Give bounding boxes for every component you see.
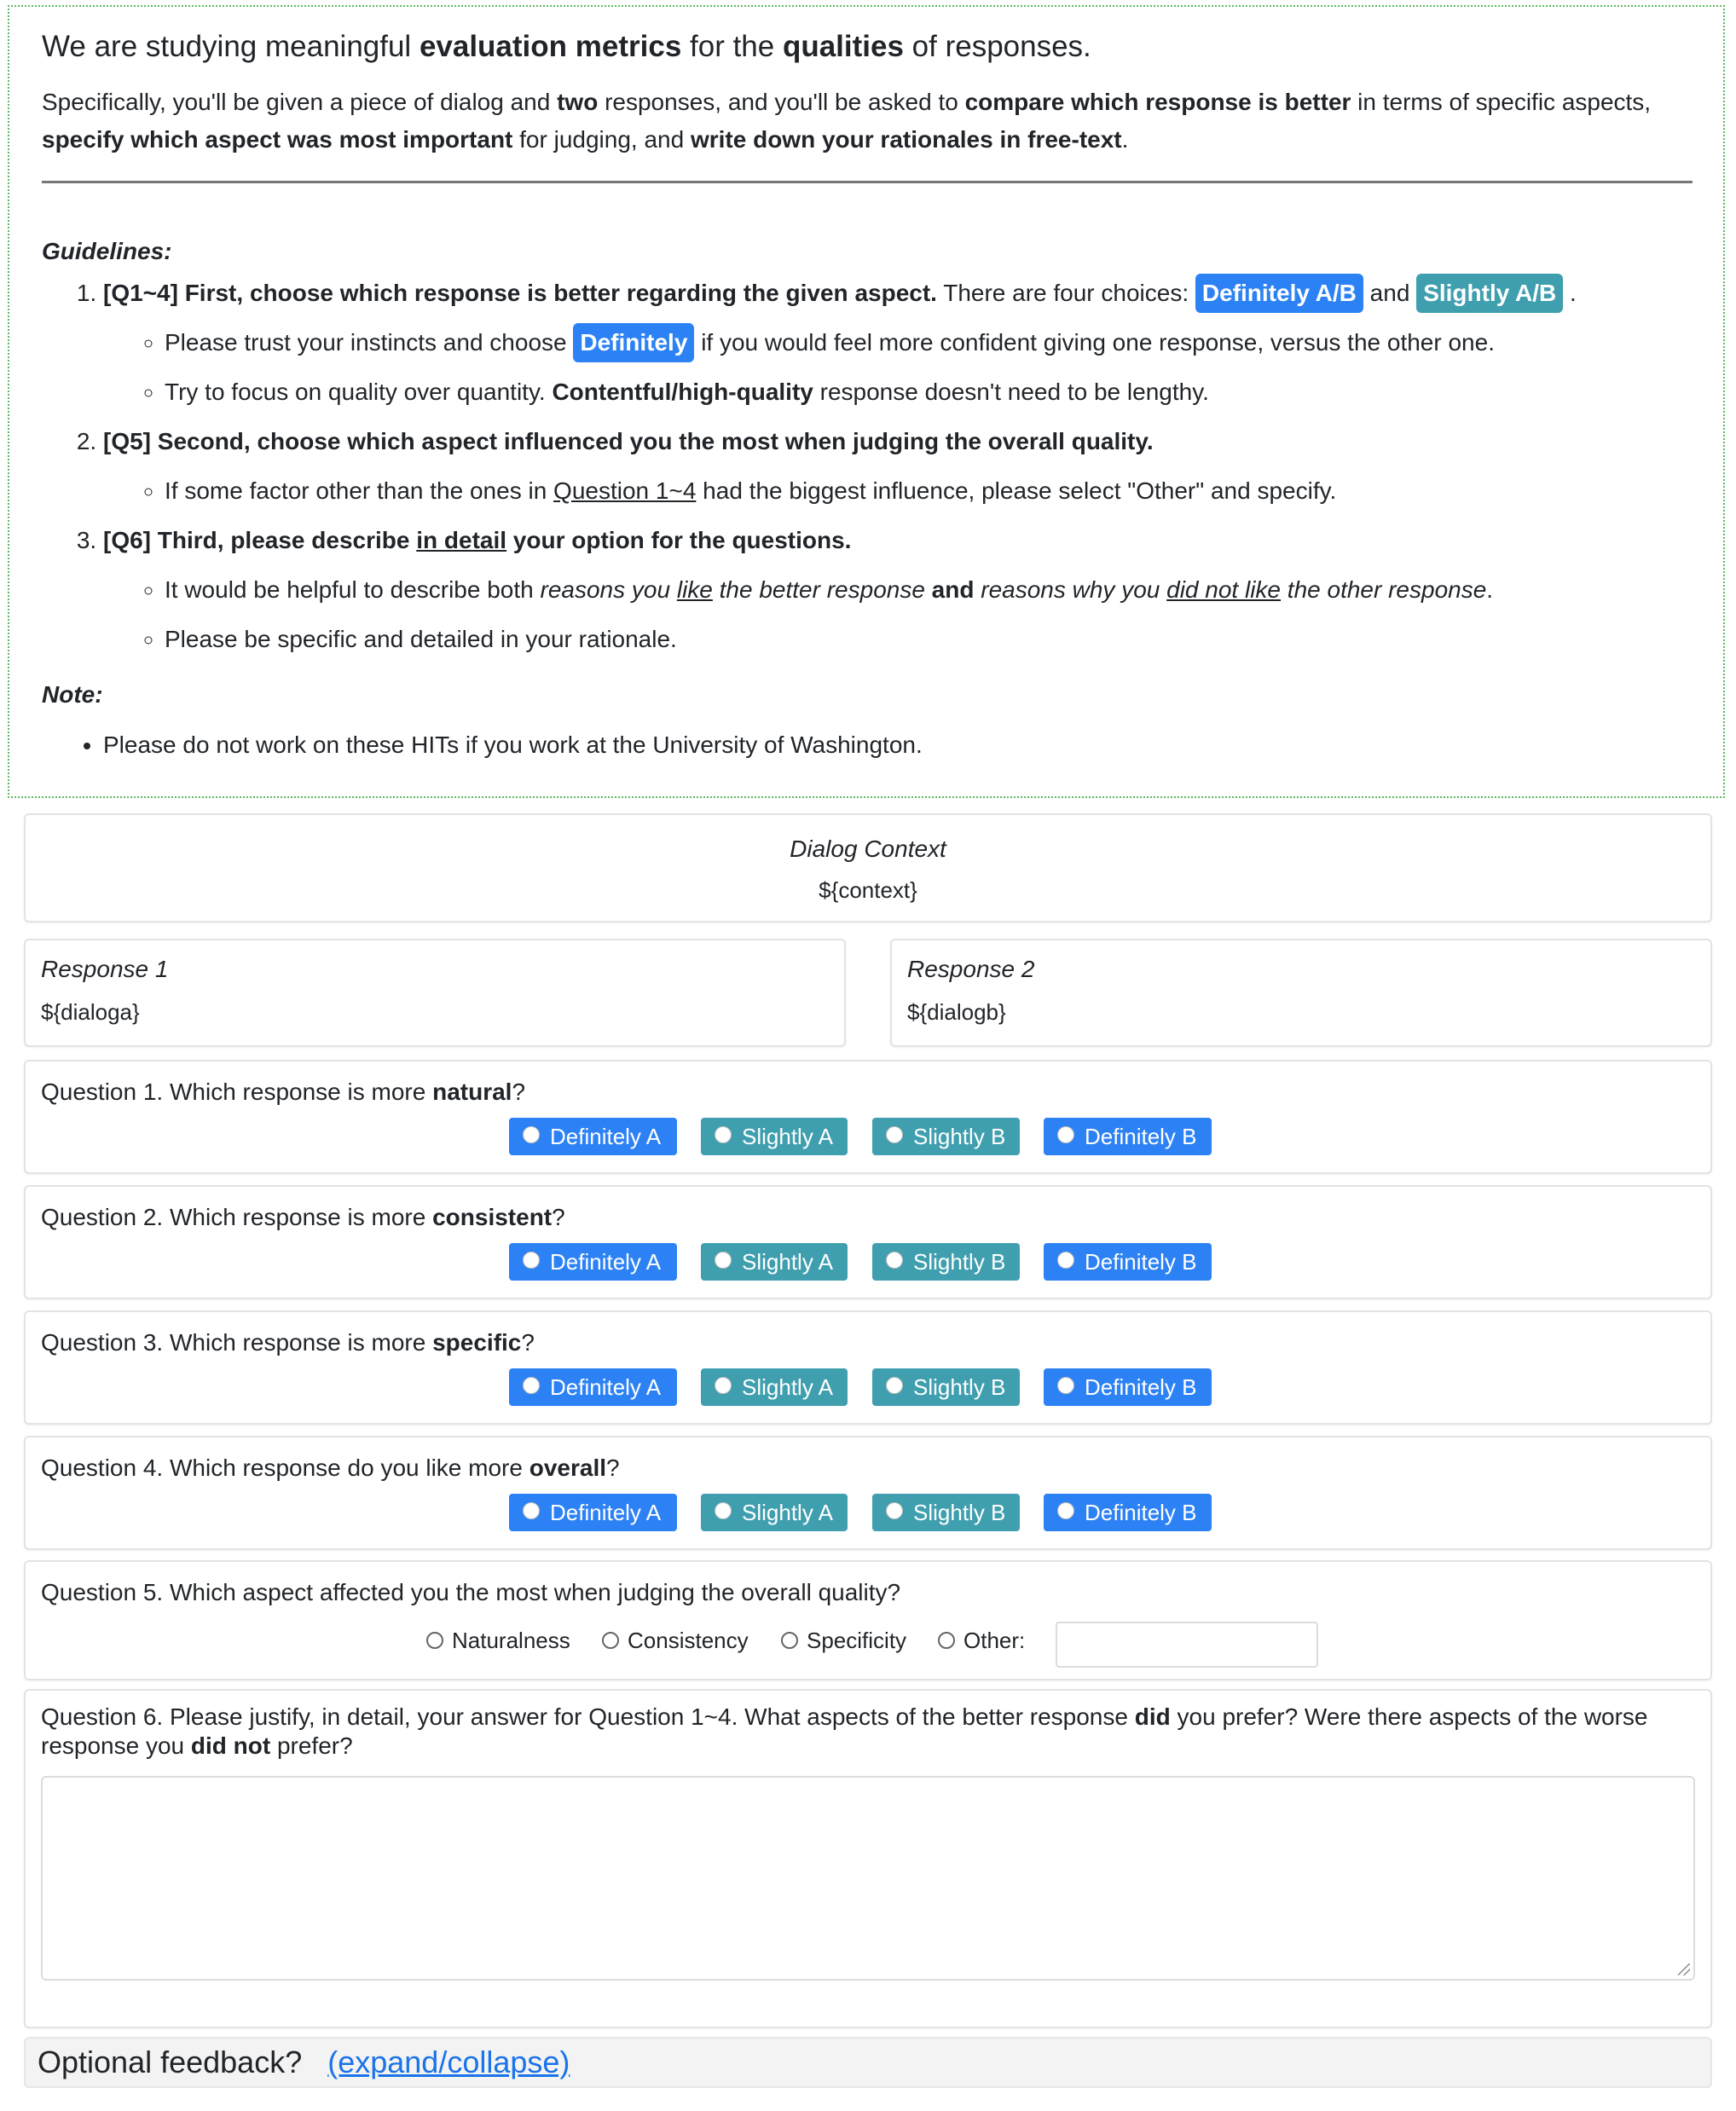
dialog-context-value: ${context} xyxy=(819,877,917,903)
question-text: Question 4. Which response do you like more xyxy=(41,1455,529,1481)
radio-icon[interactable] xyxy=(715,1126,732,1143)
guideline-2-sublist xyxy=(103,466,1693,516)
other-aspect-input[interactable] xyxy=(1056,1622,1318,1668)
question-3-text xyxy=(41,1326,1695,1360)
guideline-1-sublist xyxy=(103,318,1693,417)
option-label: Slightly A xyxy=(742,1500,833,1525)
option-slightly-b[interactable] xyxy=(872,1118,1020,1155)
guideline-3 xyxy=(103,516,1693,664)
option-definitely-b[interactable] xyxy=(1044,1118,1212,1155)
headline-text: We are studying meaningful xyxy=(42,30,420,63)
question-text: Question 2. Which response is more xyxy=(41,1204,433,1230)
question-aspect: consistent xyxy=(432,1204,553,1230)
question-4-text xyxy=(41,1451,1695,1485)
headline-bold: qualities xyxy=(782,30,904,63)
question-1-text xyxy=(41,1075,1695,1109)
aspect-label: Other: xyxy=(963,1628,1026,1653)
option-definitely-a[interactable] xyxy=(509,1494,677,1531)
spec-text: in terms of specific aspects, xyxy=(1351,89,1652,115)
option-label: Slightly B xyxy=(913,1500,1006,1525)
question-5-text: Question 5. Which aspect affected you the most when judging the overall quality? xyxy=(41,1579,901,1605)
radio-icon[interactable] xyxy=(426,1632,443,1649)
question-6-text xyxy=(41,1703,1695,1761)
option-label: Definitely B xyxy=(1085,1374,1197,1400)
option-definitely-a[interactable] xyxy=(509,1118,677,1155)
aspect-label: Naturalness xyxy=(452,1628,570,1653)
option-label: Definitely A xyxy=(550,1374,662,1400)
option-definitely-b[interactable] xyxy=(1044,1494,1212,1531)
spec-bold: two xyxy=(557,89,599,115)
response-1-value: ${dialoga} xyxy=(41,999,140,1025)
sub-text: It would be helpful to describe both xyxy=(165,576,541,603)
q6-text: Question 6. Please justify, in detail, your answer for Question 1~4. What aspects of the better response xyxy=(41,1703,1135,1730)
guideline-2-sub-1 xyxy=(165,466,1693,516)
option-slightly-a[interactable] xyxy=(701,1243,848,1281)
divider xyxy=(42,181,1693,183)
sub-italic: the better response xyxy=(712,576,925,603)
expand-collapse-link[interactable]: (expand/collapse) xyxy=(327,2044,570,2079)
question-2-card xyxy=(24,1185,1712,1299)
question-2-options xyxy=(26,1243,1710,1281)
radio-icon[interactable] xyxy=(715,1252,732,1269)
question-2-text xyxy=(41,1200,1695,1235)
instructions-panel xyxy=(8,5,1725,798)
option-slightly-a[interactable] xyxy=(701,1118,848,1155)
guideline-1-bold: [Q1~4] First, choose which response is better regarding the given aspect. xyxy=(103,280,937,306)
guideline-1-text: There are four choices: xyxy=(936,280,1195,306)
note-list xyxy=(42,720,1693,770)
aspect-label: Consistency xyxy=(628,1628,749,1653)
spec-bold: write down your rationales in free-text xyxy=(690,126,1122,153)
question-3-options xyxy=(26,1368,1710,1406)
guideline-1-end: . xyxy=(1563,280,1577,306)
response-2-value: ${dialogb} xyxy=(907,999,1006,1025)
sub-bold: and xyxy=(924,576,981,603)
guideline-2-bold: [Q5] Second, choose which aspect influenced you the most when judging the overall quality. xyxy=(103,428,1154,454)
guideline-1 xyxy=(103,269,1693,417)
radio-icon[interactable] xyxy=(523,1377,540,1394)
question-4-options xyxy=(26,1494,1710,1531)
sub-text: Please trust your instincts and choose xyxy=(165,329,574,356)
headline xyxy=(42,27,1693,67)
sub-underline: Question 1~4 xyxy=(553,477,697,504)
sub-text: if you would feel more confident giving one response, versus the other one. xyxy=(701,329,1495,356)
radio-icon[interactable] xyxy=(1057,1377,1074,1394)
option-label: Slightly A xyxy=(742,1374,833,1400)
option-slightly-b[interactable] xyxy=(872,1243,1020,1281)
guideline-1-sub-1 xyxy=(165,318,1693,367)
sub-italic: the other response xyxy=(1281,576,1487,603)
option-definitely-b[interactable] xyxy=(1044,1368,1212,1406)
radio-icon[interactable] xyxy=(1057,1252,1074,1269)
spec-bold: compare which response is better xyxy=(964,89,1351,115)
guidelines-list xyxy=(42,269,1693,664)
q6-text: prefer? xyxy=(270,1732,353,1759)
aspect-consistency[interactable] xyxy=(602,1622,749,1659)
guideline-3-bold: [Q6] Third, please describe xyxy=(103,527,417,553)
question-text: Question 1. Which response is more xyxy=(41,1079,433,1105)
guideline-1-sub-2 xyxy=(165,367,1693,417)
question-mark: ? xyxy=(606,1455,620,1481)
option-slightly-a[interactable] xyxy=(701,1368,848,1406)
radio-icon[interactable] xyxy=(1057,1502,1074,1519)
aspect-naturalness[interactable] xyxy=(426,1622,570,1659)
sub-underline: like xyxy=(676,576,713,603)
headline-text: of responses. xyxy=(903,30,1091,63)
question-mark: ? xyxy=(512,1079,526,1105)
radio-icon[interactable] xyxy=(886,1126,903,1143)
radio-icon[interactable] xyxy=(715,1502,732,1519)
option-label: Slightly B xyxy=(913,1124,1006,1149)
option-definitely-b[interactable] xyxy=(1044,1243,1212,1281)
q6-bold: did not xyxy=(190,1732,271,1759)
spec-text: for judging, and xyxy=(512,126,691,153)
radio-icon[interactable] xyxy=(781,1632,798,1649)
guideline-3-sublist xyxy=(103,565,1693,664)
question-aspect: overall xyxy=(529,1455,607,1481)
radio-icon[interactable] xyxy=(886,1502,903,1519)
dialog-context-card xyxy=(24,813,1712,922)
option-slightly-b[interactable] xyxy=(872,1494,1020,1531)
question-mark: ? xyxy=(521,1329,535,1356)
question-3-card xyxy=(24,1310,1712,1425)
dialog-context-title: Dialog Context xyxy=(790,836,946,862)
question-6-card xyxy=(24,1689,1712,2028)
response-1-card xyxy=(24,939,846,1047)
spec-text: . xyxy=(1121,126,1129,153)
option-label: Definitely A xyxy=(550,1500,662,1525)
radio-icon[interactable] xyxy=(938,1632,955,1649)
guideline-3-sub-2: ◦ Please be specific and detailed in your rationale. xyxy=(165,615,1693,664)
response-2-card xyxy=(890,939,1712,1047)
option-slightly-a[interactable] xyxy=(701,1494,848,1531)
spec-text: Specifically, you'll be given a piece of dialog and xyxy=(42,89,558,115)
option-slightly-b[interactable] xyxy=(872,1368,1020,1406)
headline-bold: evaluation metrics xyxy=(419,30,682,63)
sub-text: Try to focus on quality over quantity. xyxy=(165,379,553,405)
response-1-title: Response 1 xyxy=(41,956,169,982)
guideline-1-and: and xyxy=(1363,280,1417,306)
definitely-badge: Definitely A/B xyxy=(1195,274,1363,313)
question-mark: ? xyxy=(552,1204,565,1230)
option-label: Definitely B xyxy=(1085,1500,1197,1525)
question-aspect: specific xyxy=(432,1329,522,1356)
guideline-3-sub-1 xyxy=(165,565,1693,615)
option-definitely-a[interactable] xyxy=(509,1368,677,1406)
option-label: Definitely B xyxy=(1085,1124,1197,1149)
option-label: Slightly B xyxy=(913,1249,1006,1275)
q6-bold: did xyxy=(1134,1703,1171,1730)
radio-icon[interactable] xyxy=(886,1252,903,1269)
sub-italic: reasons why you xyxy=(981,576,1167,603)
aspect-options xyxy=(26,1622,1710,1659)
definitely-badge: Definitely xyxy=(573,323,694,362)
note-title: Note: xyxy=(42,681,103,708)
spec-paragraph xyxy=(42,84,1693,159)
option-label: Slightly A xyxy=(742,1124,833,1149)
feedback-label: Optional feedback? xyxy=(38,2044,303,2079)
optional-feedback-bar xyxy=(24,2037,1712,2088)
question-text: Question 3. Which response is more xyxy=(41,1329,433,1356)
q6-text: you prefer? Were there aspects of the worse response you xyxy=(41,1703,1648,1759)
aspect-other[interactable] xyxy=(938,1622,1025,1659)
sub-text: response doesn't need to be lengthy. xyxy=(813,379,1209,405)
radio-icon[interactable] xyxy=(602,1632,619,1649)
response-2-title: Response 2 xyxy=(907,956,1035,982)
guideline-3-underline: in detail xyxy=(416,527,507,553)
radio-icon[interactable] xyxy=(715,1377,732,1394)
slightly-badge: Slightly A/B xyxy=(1416,274,1563,313)
aspect-label: Specificity xyxy=(807,1628,907,1653)
option-label: Definitely A xyxy=(550,1124,662,1149)
spec-text: responses, and you'll be asked to xyxy=(598,89,965,115)
option-label: Definitely A xyxy=(550,1249,662,1275)
radio-icon[interactable] xyxy=(886,1377,903,1394)
radio-icon[interactable] xyxy=(523,1126,540,1143)
sub-text: had the biggest influence, please select "Other" and specify. xyxy=(696,477,1337,504)
sub-text: . xyxy=(1486,576,1494,603)
question-1-options xyxy=(26,1118,1710,1155)
spec-bold: specify which aspect was most important xyxy=(42,126,513,153)
radio-icon[interactable] xyxy=(523,1252,540,1269)
sub-underline: did not like xyxy=(1166,576,1282,603)
question-4-card xyxy=(24,1436,1712,1550)
option-label: Slightly B xyxy=(913,1374,1006,1400)
note-item: • Please do not work on these HITs if you work at the University of Washington. xyxy=(103,720,1693,770)
sub-italic: reasons you xyxy=(540,576,677,603)
guidelines-title: Guidelines: xyxy=(42,238,172,264)
guideline-3-bold: your option for the questions. xyxy=(506,527,852,553)
question-5-card xyxy=(24,1560,1712,1680)
radio-icon[interactable] xyxy=(523,1502,540,1519)
headline-text: for the xyxy=(681,30,783,63)
question-1-card xyxy=(24,1060,1712,1174)
option-definitely-a[interactable] xyxy=(509,1243,677,1281)
justification-textarea[interactable] xyxy=(41,1776,1695,1981)
guideline-2 xyxy=(103,417,1693,516)
question-aspect: natural xyxy=(432,1079,512,1105)
aspect-specificity[interactable] xyxy=(781,1622,906,1659)
resize-handle-icon[interactable] xyxy=(1678,1964,1690,1975)
sub-text: If some factor other than the ones in xyxy=(165,477,554,504)
sub-bold: Contentful/high-quality xyxy=(552,379,813,405)
option-label: Definitely B xyxy=(1085,1249,1197,1275)
option-label: Slightly A xyxy=(742,1249,833,1275)
radio-icon[interactable] xyxy=(1057,1126,1074,1143)
